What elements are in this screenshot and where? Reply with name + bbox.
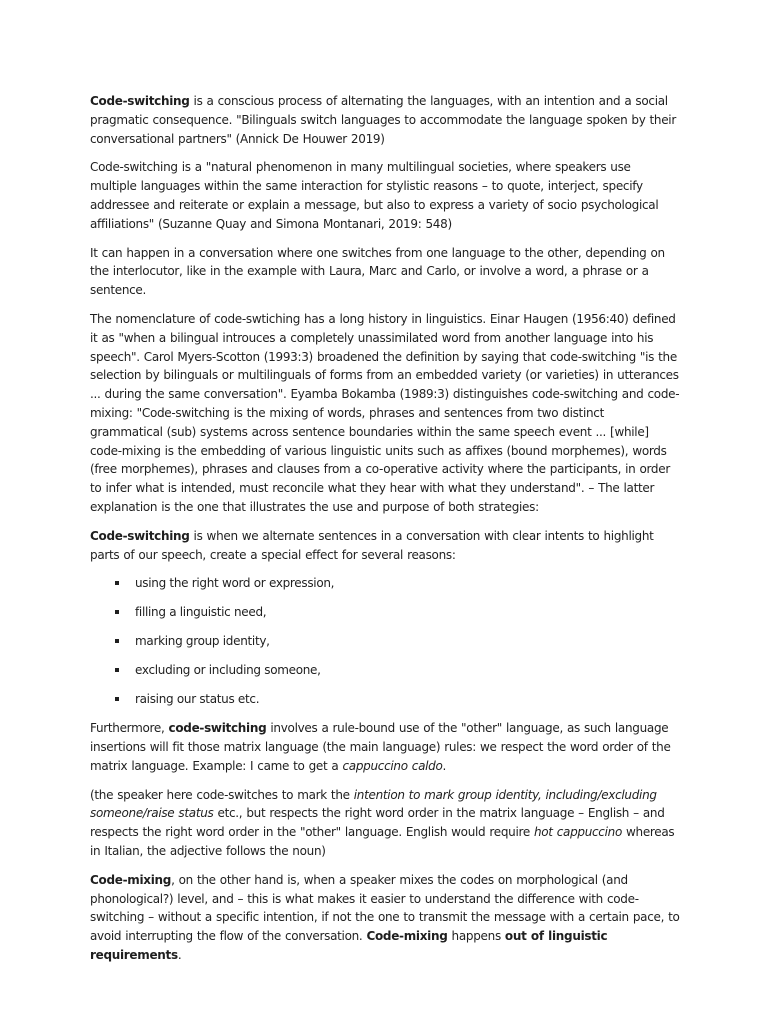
term-code-mixing: Code-mixing xyxy=(90,872,172,887)
square-bullet-icon xyxy=(115,668,119,672)
paragraph-text: etc., but respects the right word order in the matrix language – English – and respects the right word order in the "other" language. English would require xyxy=(90,806,665,840)
paragraph-code-switching-purpose xyxy=(90,527,680,565)
paragraph-definition-intro xyxy=(90,92,680,148)
paragraph-end: . xyxy=(177,948,182,963)
square-bullet-icon xyxy=(115,697,119,701)
paragraph-code-mixing xyxy=(90,871,680,965)
paragraph-text: is when we alternate sentences in a conversation with clear intents to highlight parts of our speech, create a special effect for several reasons: xyxy=(90,528,654,562)
paragraph-text: whereas in Italian, the adjective follows the noun) xyxy=(90,825,675,859)
paragraph-lead: Furthermore, xyxy=(90,721,169,736)
paragraph-nomenclature: The nomenclature of code-swtiching has a long history in linguistics. Einar Haugen (1956:40) defined it as "when a bilingual introuces a completely unassimilated word from another language into his speech". Carol Myers-Scotton (1993:3) broadened the definition by saying that code-switching "is the selection by bilinguals or multilinguals of forms from an embedded variety (or varieties) in utterances ... during the same conversation". Eyamba Bokamba (1989:3) distinguishes code-switching and code-mixing: "Code-switching is the mixing of words, phrases and sentences from two distinct grammatical (sub) systems across sentence boundaries within the same speech event ... [while] code-mixing is the embedding of various linguistic units such as affixes (bound morphemes), words (free morphemes), phrases and clauses from a co-operative activity where the participants, in order to infer what is intended, must reconcile what they hear with what they understand". – The latter explanation is the one that illustrates the use and purpose of both strategies: xyxy=(90,311,680,514)
list-item xyxy=(90,632,680,651)
paragraph-natural-phenomenon: Code-switching is a "natural phenomenon in many multilingual societies, where speakers use multiple languages within the same interaction for stylistic reasons – to quote, interject, specify addressee and reiterate or explain a message, but also to express a variety of socio psychological affiliations" (Suzanne Quay and Simona Montanari, 2019: 548) xyxy=(90,160,659,231)
example-phrase: cappuccino caldo xyxy=(342,758,443,773)
list-item-text: filling a linguistic need, xyxy=(135,605,267,620)
paragraph-rule-bound xyxy=(90,719,680,775)
list-item xyxy=(90,661,680,680)
term-linguistic-requirements: out of linguistic requirements xyxy=(90,929,608,963)
list-item xyxy=(90,690,680,709)
square-bullet-icon xyxy=(115,610,119,614)
paragraph-text: happens xyxy=(447,929,505,944)
list-item-text: excluding or including someone, xyxy=(135,663,321,678)
paragraph-text: involves a rule-bound use of the "other" language, as such language insertions will fit those matrix language (the main language) rules: we respect the word order of the matrix language. Example: I came to get a xyxy=(90,721,671,773)
paragraph-conversation-example: It can happen in a conversation where one switches from one language to the other, depending on the interlocutor, like in the example with Laura, Marc and Carlo, or involve a word, a phrase or a sentence. xyxy=(90,245,665,298)
list-item xyxy=(90,574,680,593)
italic-intention: intention to mark group identity, including/excluding someone/raise status xyxy=(90,787,657,821)
term-code-switching: Code-switching xyxy=(90,528,190,543)
term-code-switching: code-switching xyxy=(168,721,267,736)
square-bullet-icon xyxy=(115,639,119,643)
term-code-switching: Code-switching xyxy=(90,94,190,108)
paragraph-end: . xyxy=(442,758,447,773)
square-bullet-icon xyxy=(115,581,119,585)
paragraph-text: (the speaker here code-switches to mark the xyxy=(90,787,354,802)
term-code-mixing: Code-mixing xyxy=(366,929,448,944)
document-page xyxy=(90,92,680,975)
italic-hot-cappuccino: hot cappuccino xyxy=(533,825,622,840)
list-item-text: marking group identity, xyxy=(135,634,270,649)
list-item-text: using the right word or expression, xyxy=(135,576,335,591)
paragraph-example-explanation xyxy=(90,786,680,861)
list-item-text: raising our status etc. xyxy=(135,692,260,707)
paragraph-text: , on the other hand is, when a speaker mixes the codes on morphological (and phonological?) level, and – this is what makes it easier to understand the difference with code-switching – without a specific intention, if not the one to transmit the message with a certain pace, to avoid interrupting the flow of the conversation. xyxy=(90,872,680,944)
paragraph-text: is a conscious process of alternating the languages, with an intention and a social pragmatic consequence. "Bilinguals switch languages to accommodate the language spoken by their conversational partners" (Annick De Houwer 2019) xyxy=(90,94,676,146)
list-item xyxy=(90,603,680,622)
reasons-list xyxy=(90,574,680,709)
